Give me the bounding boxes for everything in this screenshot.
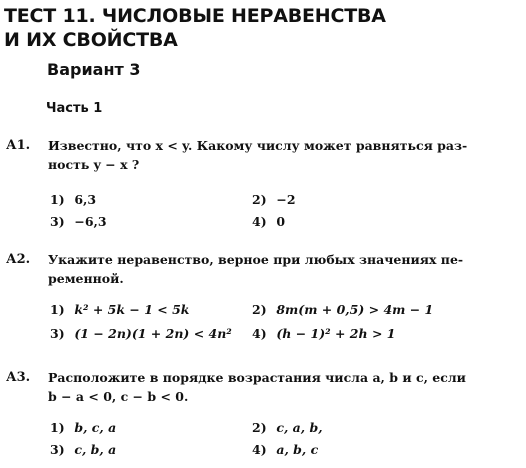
option-number: 3)	[50, 442, 65, 457]
question-text-line: ременной.	[48, 271, 124, 286]
option-number: 4)	[252, 326, 267, 341]
option-text: a, b, c	[276, 442, 319, 457]
question-text-line: ность y − x ?	[48, 157, 140, 172]
option-text: b, c, a	[74, 420, 117, 435]
variant-heading: Вариант 3	[47, 60, 141, 79]
answer-option	[252, 440, 318, 459]
question-text-line: Расположите в порядке возрастания числа a, b и c, если	[48, 370, 466, 385]
test-title-line1: ТЕСТ 11. ЧИСЛОВЫЕ НЕРАВЕНСТВА	[4, 5, 386, 27]
option-text: c, b, a	[74, 442, 117, 457]
question-text-line: Укажите неравенство, верное при любых значениях пе-	[48, 252, 464, 267]
question-text-line: b − a < 0, c − b < 0.	[48, 389, 189, 404]
question-number: А3.	[6, 370, 31, 385]
option-number: 2)	[252, 420, 267, 435]
option-text: k² + 5k − 1 < 5k	[74, 302, 190, 317]
question-text	[48, 136, 478, 174]
option-number: 3)	[50, 214, 65, 229]
option-number: 1)	[50, 420, 65, 435]
option-number: 4)	[252, 442, 267, 457]
option-text: −6,3	[74, 214, 107, 229]
answer-option	[252, 212, 285, 231]
option-text: 8m(m + 0,5) > 4m − 1	[276, 302, 434, 317]
answer-option	[50, 418, 116, 437]
option-number: 4)	[252, 214, 267, 229]
option-text: 6,3	[74, 192, 97, 207]
option-text: c, a, b,	[276, 420, 323, 435]
option-text: (1 − 2n)(1 + 2n) < 4n²	[74, 326, 232, 341]
answer-option	[252, 324, 395, 343]
answer-option	[50, 190, 96, 209]
answer-option	[50, 440, 116, 459]
question-number: А1.	[6, 138, 31, 153]
question-text	[48, 250, 478, 288]
option-number: 2)	[252, 302, 267, 317]
answer-option	[252, 190, 296, 209]
option-text: (h − 1)² + 2h > 1	[276, 326, 396, 341]
option-number: 3)	[50, 326, 65, 341]
option-number: 2)	[252, 192, 267, 207]
option-text: 0	[276, 214, 286, 229]
answer-option	[50, 324, 232, 343]
answer-option	[50, 212, 107, 231]
test-title-line2: И ИХ СВОЙСТВА	[4, 29, 178, 51]
answer-option	[50, 300, 189, 319]
option-number: 1)	[50, 192, 65, 207]
question-text-line: Известно, что x < y. Какому числу может равняться раз-	[48, 138, 468, 153]
answer-option	[252, 418, 323, 437]
part-heading: Часть 1	[46, 101, 103, 116]
question-text	[48, 368, 478, 406]
question-number: А2.	[6, 252, 31, 267]
answer-option	[252, 300, 433, 319]
option-text: −2	[276, 192, 296, 207]
option-number: 1)	[50, 302, 65, 317]
